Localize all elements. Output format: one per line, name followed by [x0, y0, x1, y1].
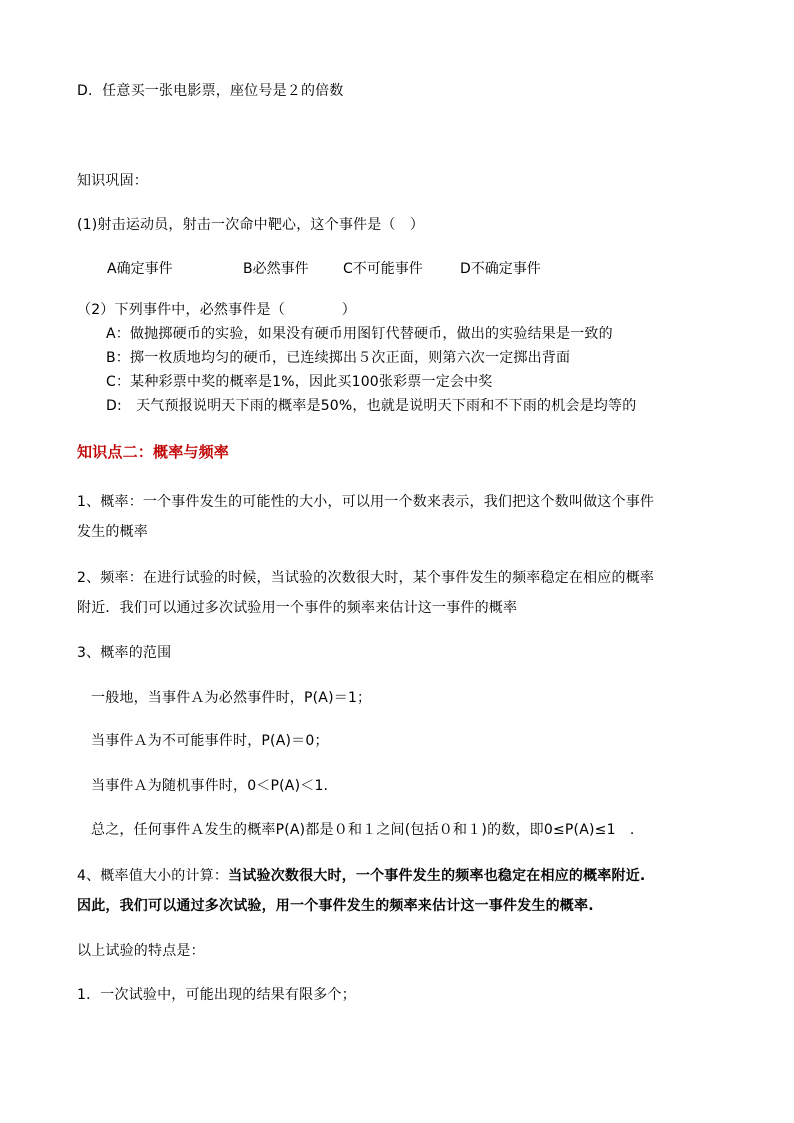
probability-range-summary: 总之，任何事件Ａ发生的概率P(A)都是０和１之间(包括０和１)的数，即0≤P(A)≤1 . — [91, 822, 635, 838]
item-4-bold-text-2: 因此，我们可以通过多次试验，用一个事件发生的频率来估计这一事件发生的概率. — [77, 898, 594, 914]
consolidation-title: 知识巩固： — [77, 173, 148, 189]
item-1-line-2: 发生的概率 — [77, 524, 148, 540]
question-1-option-d: D不确定事件 — [460, 261, 541, 277]
item-2-line-1: 2、频率：在进行试验的时候，当试验的次数很大时，某个事件发生的频率稳定在相应的概率 — [77, 570, 655, 586]
item-4-prefix: 4、概率值大小的计算： — [77, 868, 229, 884]
section-2-heading: 知识点二：概率与频率 — [77, 443, 230, 461]
item-4-line-1 — [77, 866, 645, 886]
question-1-stem: (1)射击运动员，射击一次命中靶心，这个事件是（ ） — [77, 217, 425, 233]
question-2-option-b: B：掷一枚质地均匀的硬币，已连续掷出５次正面，则第六次一定掷出背面 — [106, 350, 571, 366]
probability-range-impossible: 当事件Ａ为不可能事件时，P(A)＝0； — [91, 733, 329, 749]
question-1-option-c: C不可能事件 — [343, 261, 423, 277]
option-d-text: D．任意买一张电影票，座位号是２的倍数 — [77, 83, 344, 99]
item-3-title: 3、概率的范围 — [77, 645, 172, 661]
question-2-option-a: A：做抛掷硬币的实验，如果没有硬币用图钉代替硬币，做出的实验结果是一致的 — [106, 326, 613, 342]
features-title: 以上试验的特点是： — [77, 943, 205, 959]
question-2-stem: （2）下列事件中，必然事件是（ ） — [77, 302, 356, 318]
question-1-option-b: B必然事件 — [243, 261, 309, 277]
question-1-option-a: A确定事件 — [107, 261, 173, 277]
item-2-line-2: 附近．我们可以通过多次试验用一个事件的频率来估计这一事件的概率 — [77, 600, 518, 616]
probability-range-random: 当事件Ａ为随机事件时，0＜P(A)＜1. — [91, 778, 329, 794]
features-item-1: 1．一次试验中，可能出现的结果有限多个； — [77, 987, 356, 1003]
question-2-option-d: D: 天气预报说明天下雨的概率是50%，也就是说明天下雨和不下雨的机会是均等的 — [106, 398, 637, 414]
item-1-line-1: 1、概率：一个事件发生的可能性的大小，可以用一个数来表示，我们把这个数叫做这个事件 — [77, 494, 655, 510]
question-2-option-c: C：某种彩票中奖的概率是1%，因此买100张彩票一定会中奖 — [106, 374, 493, 390]
item-4-bold-text-1: 当试验次数很大时，一个事件发生的频率也稳定在相应的概率附近. — [228, 868, 646, 884]
probability-range-certain: 一般地，当事件Ａ为必然事件时，P(A)＝1； — [91, 690, 372, 706]
